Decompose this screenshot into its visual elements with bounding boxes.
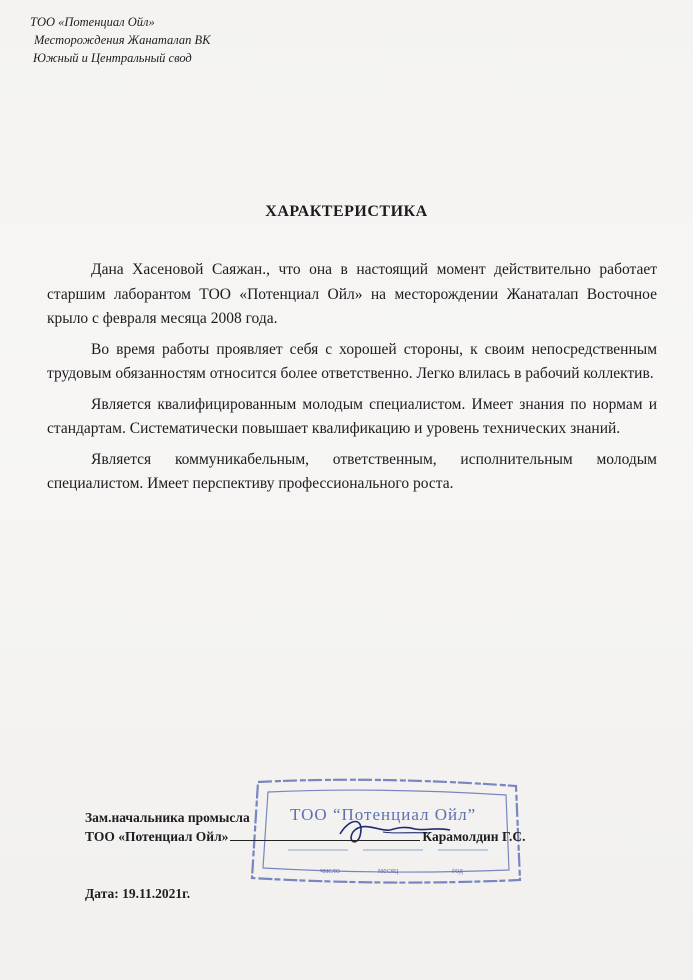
paragraph-2: Во время работы проявляет себя с хорошей стороны, к своим непосредственным трудовым обязанностям относится более ответственно. Легко влилась в рабочий коллектив. [47,340,657,382]
signer-organization: ТОО «Потенциал Ойл» [85,829,229,844]
stamp-year-label: год [452,866,463,875]
signature-block [85,808,645,846]
signature-line [230,830,420,841]
paragraph-4: Является коммуникабельным, ответственным, исполнительным молодым специалистом. Имеет перспективу профессионального роста. [47,450,657,492]
stamp-day-label: число [320,866,340,875]
paragraph-1: Дана Хасеновой Саяжан., что она в настоящий момент действительно работает старшим лаборантом ТОО «Потенциал Ойл» на месторождении Жанаталап Восточное крыло с февраля месяца 2008 года. [47,261,657,327]
stamp-org: ТОО “Потенциал Ойл” [290,805,477,824]
letterhead-company: ТОО «Потенциал Ойл» [30,15,155,29]
signer-position: Зам.начальника промысла [85,810,250,825]
letterhead-field: Месторождения Жанаталап ВК [34,33,211,47]
letterhead-area: Южный и Центральный свод [33,51,192,65]
document-date: Дата: 19.11.2021г. [85,886,191,901]
letterhead [30,13,210,67]
document-title: ХАРАКТЕРИСТИКА [265,203,428,220]
paragraph-3: Является квалифицированным молодым специалистом. Имеет знания по нормам и стандартам. Систематически повышает квалификацию и уровень технических знаний. [47,395,657,437]
signer-line [85,827,645,846]
document-body [47,258,657,503]
stamp-month-label: месяц [378,866,399,875]
signer-name: Карамолдин Г.С. [422,829,526,844]
